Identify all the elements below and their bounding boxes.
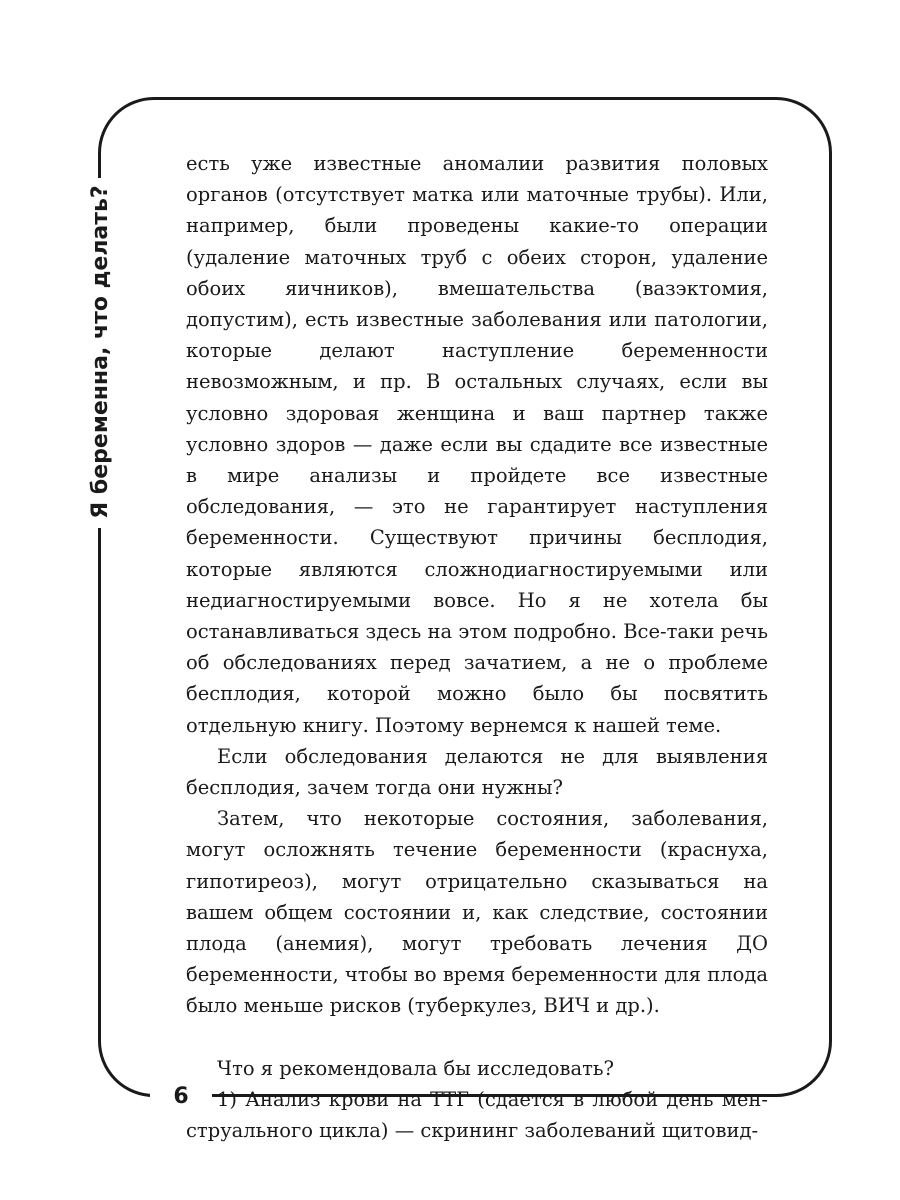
paragraph: есть уже известные аномалии развития половых органов (отсутствует матка или маточные трубы). Или, например, были проведены какие-то операции (удаление маточных труб с обеих сторон, удаление обоих яичников), вмешательства (вазэктомия, допустим), есть известные заболевания или патологии, которые делают наступление беременности невозможным, и пр. В остальных случаях, если вы условно здоровая женщина и ваш партнер также условно здоров — даже если вы сдадите все известные в мире анализы и пройдете все известные обследования, — это не гарантирует наступления беременности. Существуют причины бесплодия, которые являются сложнодиагностируемыми или недиагностируемыми вовсе. Но я не хотела бы останавливаться здесь на этом подробно. Все-таки речь об обследованиях перед зачатием, а не о проблеме бесплодия, которой можно было бы посвятить отдельную книгу. Поэтому вернемся к нашей теме. bbox=[186, 152, 768, 737]
paragraph: Что я рекомендовала бы исследовать? bbox=[217, 1056, 614, 1080]
running-title: Я беременна, что делать? bbox=[88, 185, 113, 519]
paragraph: Затем, что некоторые состояния, заболевания, могут осложнять течение беременности (краснуха, гипотиреоз), могут отрицательно сказываться на вашем общем состоянии и, как следствие, состоянии плода (анемия), могут требовать лечения ДО беременности, чтобы во время беременности для плода было меньше рисков (туберкулез, ВИЧ и др.). bbox=[186, 807, 768, 1018]
paragraph: 1) Анализ крови на ТТГ (сдается в любой день менструального цикла) — скрининг заболеваний щитовид- bbox=[186, 1087, 768, 1143]
page-number: 6 bbox=[173, 1084, 189, 1109]
body-text bbox=[186, 148, 768, 1146]
paragraph: Если обследования делаются не для выявления бесплодия, зачем тогда они нужны? bbox=[186, 744, 768, 800]
